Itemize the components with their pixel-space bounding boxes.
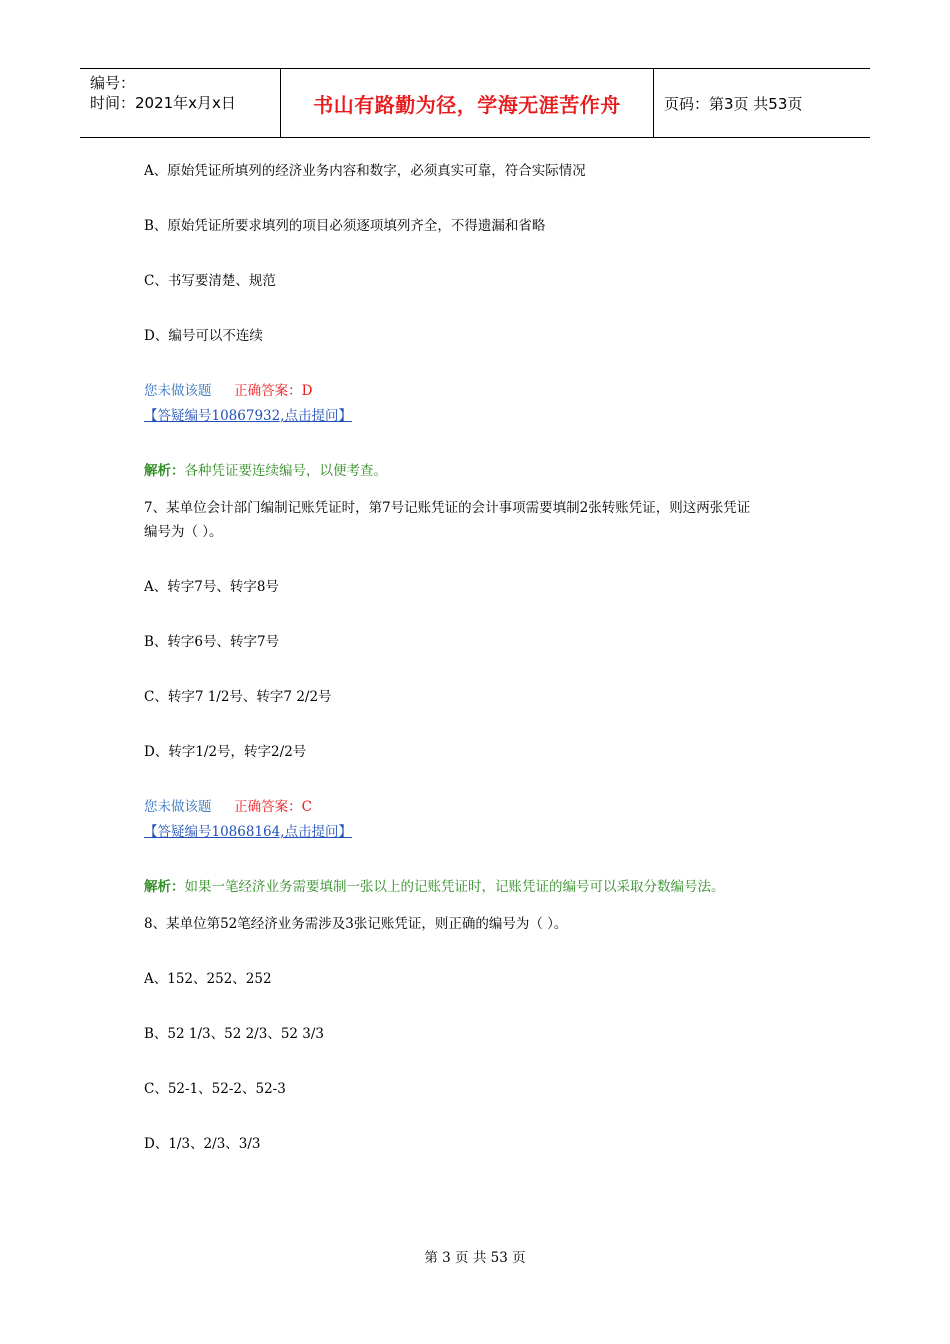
q8-option-a: A、152、252、252 <box>144 971 272 987</box>
q8-stem-line1: 8、某单位第52笔经济业务需涉及3张记账凭证，则正确的编号为（ ）。 <box>144 916 568 932</box>
q7-qa-link[interactable]: 【答疑编号10868164,点击提问】 <box>144 824 353 840</box>
q6-analysis <box>144 460 387 482</box>
q6-option-c: C、书写要清楚、规范 <box>144 273 276 289</box>
q7-correct-answer: 正确答案：C <box>234 799 312 815</box>
q6-correct-answer: 正确答案：D <box>234 383 313 399</box>
page-header <box>80 68 870 138</box>
q6-option-d: D、编号可以不连续 <box>144 328 263 344</box>
header-page-info: 页码：第3页 共53页 <box>664 94 803 113</box>
header-meta <box>80 69 281 137</box>
q7-stem-line2: 编号为（ ）。 <box>144 524 223 540</box>
q6-status: 您未做该题 <box>144 383 212 399</box>
page-footer: 第 3 页 共 53 页 <box>424 1250 526 1266</box>
q7-analysis <box>144 876 725 898</box>
q6-option-a: A、原始凭证所填列的经济业务内容和数字，必须真实可靠，符合实际情况 <box>144 163 586 179</box>
q7-analysis-text: 如果一笔经济业务需要填制一张以上的记账凭证时，记账凭证的编号可以采取分数编号法。 <box>184 879 725 895</box>
q7-option-b: B、转字6号、转字7号 <box>144 634 280 650</box>
q7-status: 您未做该题 <box>144 799 212 815</box>
q7-option-a: A、转字7号、转字8号 <box>144 579 279 595</box>
q6-qa-link[interactable]: 【答疑编号10867932,点击提问】 <box>144 408 353 424</box>
q7-stem-line1: 7、某单位会计部门编制记账凭证时，第7号记账凭证的会计事项需要填制2张转账凭证，则这两张凭证 <box>144 500 751 516</box>
header-motto: 书山有路勤为径，学海无涯苦作舟 <box>281 69 654 137</box>
q8-option-c: C、52-1、52-2、52-3 <box>144 1081 286 1097</box>
q7-qa-row <box>144 821 352 843</box>
q7-option-c: C、转字7 1/2号、转字7 2/2号 <box>144 689 332 705</box>
q6-result <box>144 380 312 402</box>
q6-analysis-label: 解析： <box>144 463 185 479</box>
q7-option-d: D、转字1/2号，转字2/2号 <box>144 744 307 760</box>
document-date: 时间：2021年x月x日 <box>90 94 236 112</box>
q6-analysis-text: 各种凭证要连续编号，以便考查。 <box>184 463 387 479</box>
q6-option-b: B、原始凭证所要求填列的项目必须逐项填列齐全，不得遗漏和省略 <box>144 218 546 234</box>
q8-option-d: D、1/3、2/3、3/3 <box>144 1136 261 1152</box>
q7-analysis-label: 解析： <box>144 879 185 895</box>
document-number-label: 编号： <box>90 74 136 92</box>
q8-option-b: B、52 1/3、52 2/3、52 3/3 <box>144 1026 325 1042</box>
q6-qa-row <box>144 405 352 427</box>
q7-result <box>144 796 312 818</box>
